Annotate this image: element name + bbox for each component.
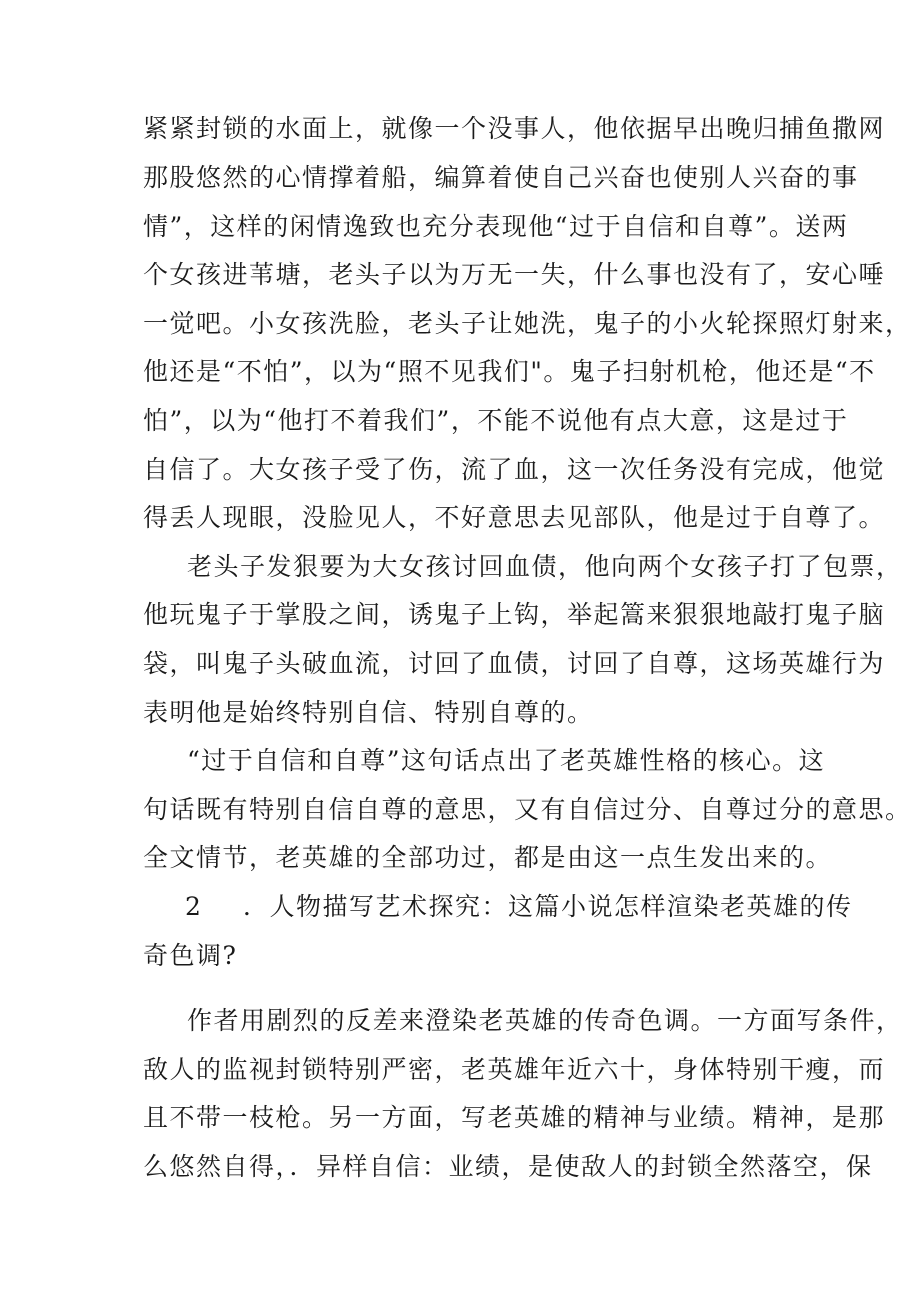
text-line: 他还是“不怕”，以为“照不见我们"。鬼子扫射机枪，他还是“不 [143, 357, 876, 386]
text-line: 他玩鬼子于掌股之间，诱鬼子上钩，举起篙来狠狠地敲打鬼子脑 [143, 600, 886, 629]
text-line: 敌人的监视封锁特别严密，老英雄年近六十，身体特别干瘦，而 [143, 1055, 886, 1084]
text-line: 情”，这样的闲情逸致也充分表现他“过于自信和自尊”。送两 [143, 212, 849, 241]
paragraph-start-line: “过于自信和自尊”这句话点出了老英雄性格的核心。这 [187, 746, 826, 775]
question-heading-continued: 奇色调? [143, 941, 238, 970]
text-line: 个女孩进苇塘，老头子以为万无一失，什么事也没有了，安心唾 [143, 260, 886, 289]
paragraph-start-line: 老头子发狠要为大女孩讨回血债，他向两个女孩子打了包票， [187, 552, 903, 581]
text-line: 得丢人现眼，没脸见人，不好意思去见部队，他是过于自尊了。 [143, 503, 886, 532]
text-line: 自信了。大女孩子受了伤，流了血，这一次任务没有完成，他觉 [143, 455, 886, 484]
text-line: 袋，叫鬼子头破血流，讨回了血债，讨回了自尊，这场英雄行为 [143, 649, 886, 678]
question-heading: ．人物描写艺术探究：这篇小说怎样渲染老英雄的传 [243, 892, 853, 921]
text-line: 怕”，以为“他打不着我们”，不能不说他有点大意，这是过于 [143, 406, 849, 435]
text-line: 紧紧封锁的水面上，就像一个没事人，他依据早出晚归捕鱼撒网 [143, 114, 886, 143]
text-line: 全文情节，老英雄的全部功过，都是由这一点生发出来的。 [143, 843, 833, 872]
text-line: 句话既有特别自信自尊的意思，又有自信过分、自尊过分的意思。 [143, 795, 912, 824]
text-line: 表明他是始终特别自信、特别自尊的。 [143, 698, 594, 727]
text-line: 么悠然自得，．异样自信：业绩，是使敌人的封锁全然落空，保 [143, 1152, 873, 1181]
text-line: 那股悠然的心情撑着船，编算着使自己兴奋也使别人兴奋的事 [143, 163, 859, 192]
text-line: 一觉吧。小女孩洗脸，老头子让她洗，鬼子的小火轮探照灯射来， [143, 309, 912, 338]
question-number: 2 [185, 892, 203, 921]
text-line: 且不带一枝枪。另一方面，写老英雄的精神与业绩。精神，是那 [143, 1103, 886, 1132]
paragraph-start-line: 作者用剧烈的反差来澄染老英雄的传奇色调。一方面写条件， [187, 1006, 903, 1035]
